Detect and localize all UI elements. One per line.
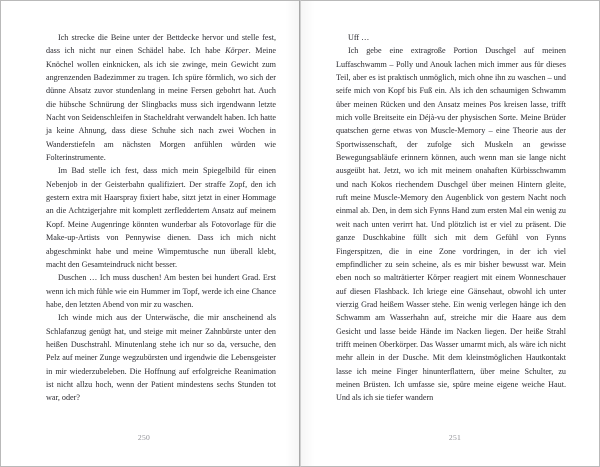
italic-emphasis: Körper xyxy=(225,46,249,56)
right-page-text-block xyxy=(336,31,566,405)
page-number-right: 251 xyxy=(448,433,462,442)
paragraph: Duschen … Ich muss duschen! Am besten bei hundert Grad. Erst wenn ich mich fühle wie ein Hummer im Topf, werde ich eine Chance habe, den letzten Abend von mir zu waschen. xyxy=(46,273,276,309)
page-number-left: 250 xyxy=(137,433,151,442)
left-page-text-block xyxy=(46,31,276,405)
paragraph: Ich gebe eine extragroße Portion Duschgel auf meinen Luffaschwamm – Polly und Anouk lachen mich immer aus für dieses Teil, aber es ist praktisch unmöglich, mich ohne ihn zu waschen – und seife mich von Kopf bis Fuß ein. Als ich den schaumigen Schwamm über meinen Rücken und den Ansatz meines Pos kreisen lasse, trifft mich volle Breitseite ein Déjà-vu der physischen Sorte. Meine Brüder quatschen gerne etwas von Muscle-Memory – eine Theorie aus der Sportwissenschaft, der zufolge sich Muskeln an gewisse Bewegungsabläufe erinnern können, auch wenn man sie lange nicht ausgeübt hat. Jetzt, wo ich mit meinem onahaften Kürbisschwamm und nach Kokos riechendem Duschgel über meinen Hintern gleite, ruft meine Muscle-Memory den Augenblick von gestern Nacht noch einmal ab. Den, in dem sich Fynns Hand zum ersten Mal ein wenig zu weit nach unten verirrt hat. Und plötzlich ist er viel zu präsent. Die ganze Duschkabine füllt sich mit dem Gefühl von Fynns Fingerspitzen, die in eine Zone vordringen, in der ich viel empfindlicher zu sein scheine, als es mir bisher bewusst war. Mein eben noch so malträtierter Körper reagiert mit einem Wonneschauer auf diesen Flashback. Ich kriege eine Gänsehaut, obwohl ich unter vierzig Grad heißem Wasser stehe. Ein wenig verlegen hänge ich den Schwamm am Wasserhahn auf, streiche mir die Haare aus dem Gesicht und lasse beide Hände im Nacken liegen. Der heiße Strahl trifft meinen Oberkörper. Das Wasser umarmt mich, als wäre ich nicht mehr allein in der Dusche. Mit dem kleinstmöglichen Hautkontakt lasse ich meine Finger hinunterflattern, über meine Schulter, zu meinen Brüsten. Ich umfasse sie, spüre meine eigene weiche Haut. Und als ich sie tiefer wandern xyxy=(336,46,566,403)
page-right xyxy=(300,0,600,467)
paragraph-text: Ich strecke die Beine unter der Bettdecke hervor und stelle fest, dass ich nicht nur einen Schädel habe. Ich habe xyxy=(46,33,276,56)
paragraph: Ich winde mich aus der Unterwäsche, die mir anscheinend als Schlafanzug genügt hat, und steige mit meiner Zahnbürste unter den heißen Duschstrahl. Minutenlang stehe ich nur so da, versuche, den Pelz auf meiner Zunge wegzubürsten und irgendwie die Lebensgeister in mir wiederzubeleben. Die Hoffnung auf erfolgreiche Reanimation ist nicht allzu hoch, wenn der Patient mindestens sechs Stunden tot war, oder? xyxy=(46,313,276,403)
paragraph: Uff … xyxy=(348,33,370,42)
paragraph-text-continued: . Meine Knöchel wollen einknicken, als ich sie zwinge, mein Gewicht zum angrenzenden Badezimmer zu tragen. Ich spüre förmlich, wo sich der dünne Absatz zuvor stundenlang in meine Fersen gebohrt hat. Auch die hübsche Schnürung der Slingbacks muss sich irgendwann letzte Nacht von Seidenschleifen in Stacheldraht verwandelt haben. Ich hatte ja keine Ahnung, dass diese Schuhe sich nach zwei Wochen in Wanderstiefeln am nächsten Morgen anfühlen würden wie Folterinstrumente. xyxy=(46,46,276,163)
paragraph xyxy=(46,31,276,164)
paragraph: Im Bad stelle ich fest, dass mich mein Spiegelbild für einen Nebenjob in der Geisterbahn qualifiziert. Der straffe Zopf, den ich gestern extra mit Haarspray fixiert habe, sitzt jetzt in einer Hommage an die Achtzigerjahre mit komplett zerfleddertem Ansatz auf meinem Kopf. Meine Augenringe könnten wunderbar als Fotovorlage für die Make-up-Artists von Pennywise dienen. Dass ich mich nicht abgeschminkt habe und meine Wimperntusche nun überall klebt, macht den Gesamteindruck nicht besser. xyxy=(46,166,276,269)
